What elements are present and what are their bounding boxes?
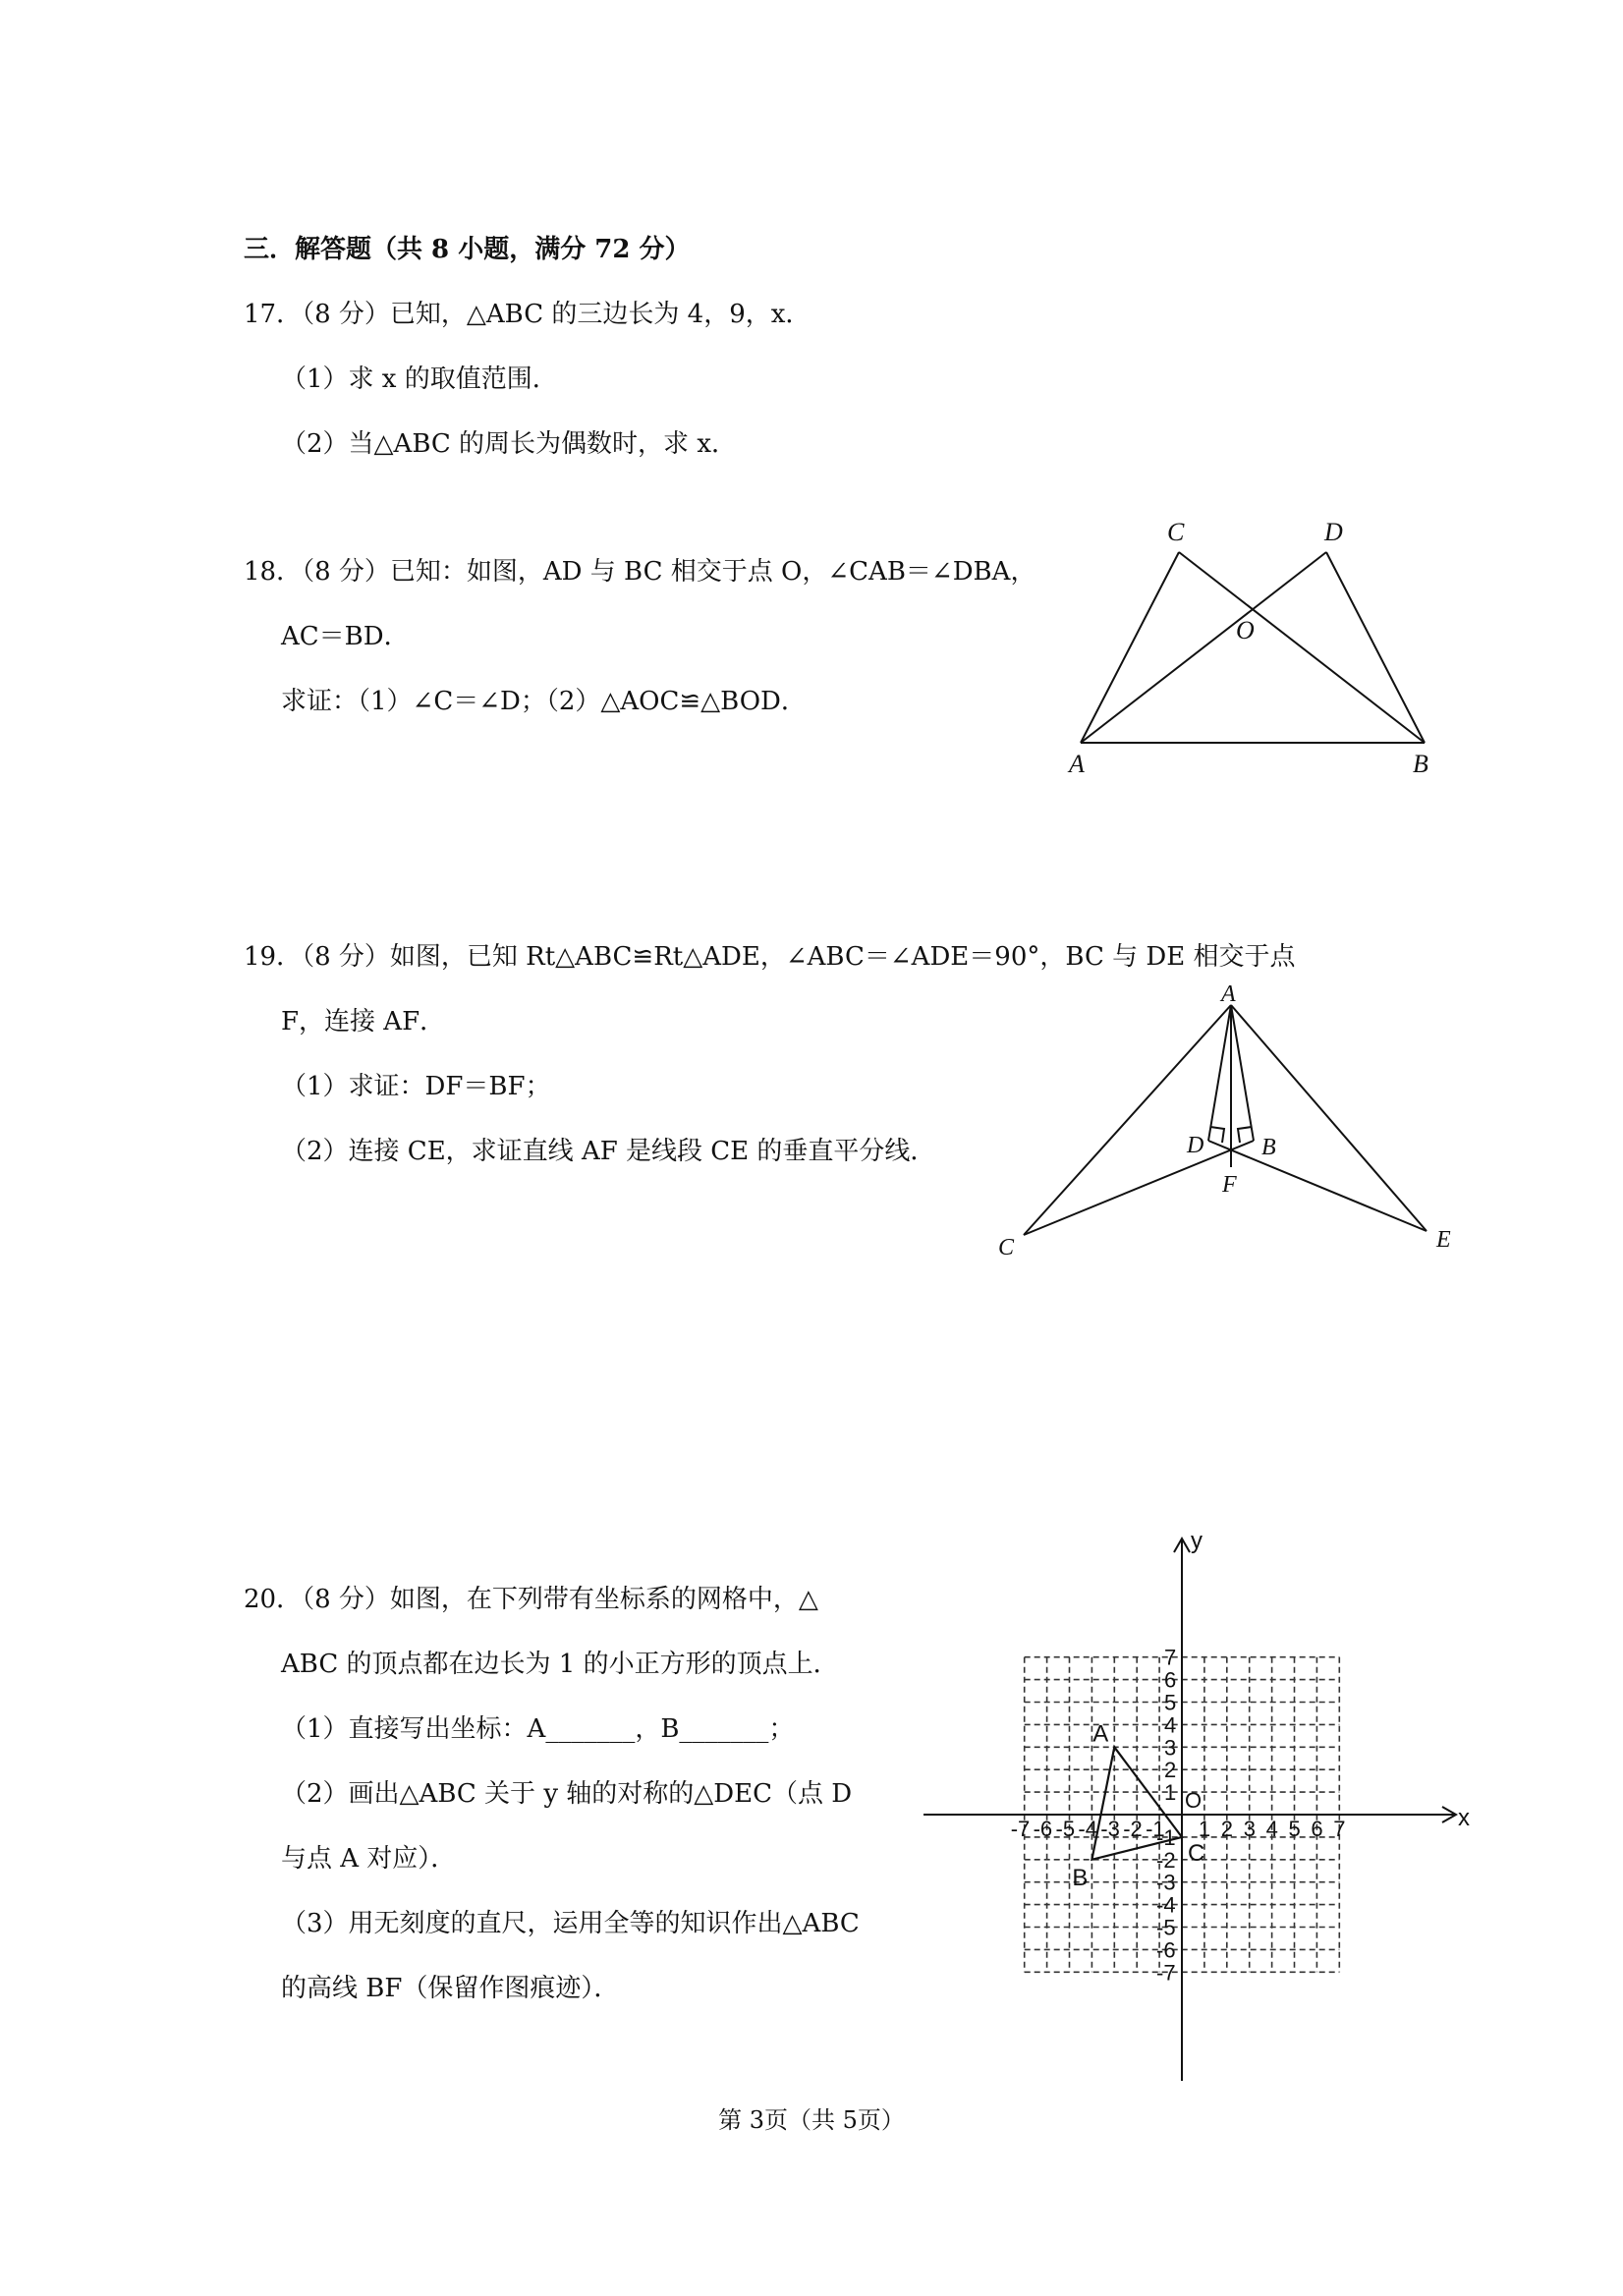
- q19-line1: 19．（8 分）如图，已知 Rt△ABC≌Rt△ADE，∠ABC＝∠ADE＝90°，BC 与 DE 相交于点: [244, 942, 1296, 972]
- vertex-label-a: A: [1092, 1720, 1109, 1748]
- q20-part3a: （3）用无刻度的直尺，运用全等的知识作出△ABC: [281, 1909, 860, 1938]
- label-a: A: [1221, 981, 1236, 1007]
- x-tick-label: -2: [1123, 1817, 1143, 1841]
- y-tick-label: 7: [1164, 1645, 1177, 1670]
- segment-ed: [1208, 1141, 1427, 1231]
- section-title: 三．解答题（共 8 小题，满分 72 分）: [244, 235, 691, 264]
- coordinate-grid: [923, 1528, 1474, 2083]
- q19-figure: [982, 978, 1474, 1262]
- segment-cb: [1024, 1141, 1254, 1235]
- q17-part1: （1）求 x 的取值范围．: [281, 364, 558, 394]
- right-angle-b: [1238, 1127, 1252, 1143]
- x-tick-label: 5: [1288, 1817, 1301, 1841]
- y-tick-label: -7: [1156, 1960, 1176, 1986]
- q20-line1: 20．（8 分）如图，在下列带有坐标系的网格中，△: [244, 1585, 818, 1614]
- x-axis-label: x: [1458, 1805, 1470, 1831]
- segment-bd: [1326, 552, 1425, 743]
- y-tick-label: -6: [1156, 1937, 1176, 1963]
- x-tick-label: 7: [1333, 1817, 1346, 1841]
- right-angle-d: [1210, 1127, 1224, 1143]
- x-tick-label: -1: [1146, 1817, 1165, 1841]
- y-tick-label: 3: [1164, 1735, 1177, 1761]
- x-tick-label: -6: [1033, 1817, 1053, 1841]
- x-tick-label: -3: [1100, 1817, 1120, 1841]
- label-f: F: [1222, 1172, 1237, 1198]
- q19-part2: （2）连接 CE，求证直线 AF 是线段 CE 的垂直平分线．: [281, 1137, 936, 1166]
- label-c: C: [998, 1235, 1015, 1260]
- q20-part1: （1）直接写出坐标：A_______，B_______；: [281, 1714, 795, 1744]
- q19-part1: （1）求证：DF＝BF；: [281, 1072, 551, 1101]
- q20-part3b: 的高线 BF（保留作图痕迹）．: [281, 1974, 620, 2003]
- label-d: D: [1187, 1133, 1204, 1158]
- segment-ab: [1231, 1005, 1254, 1141]
- label-b: B: [1261, 1135, 1276, 1160]
- y-tick-label: -4: [1156, 1892, 1176, 1918]
- y-tick-label: -2: [1156, 1847, 1176, 1873]
- q20-part2b: 与点 A 对应）．: [281, 1844, 457, 1874]
- segment-ac: [1081, 552, 1179, 743]
- y-tick-label: -5: [1156, 1915, 1176, 1940]
- x-tick-label: 6: [1311, 1817, 1323, 1841]
- segment-ad: [1081, 552, 1326, 743]
- x-tick-label: 1: [1198, 1817, 1211, 1841]
- q20-line2: ABC 的顶点都在边长为 1 的小正方形的顶点上．: [281, 1650, 839, 1679]
- page-footer: 第 3页（共 5页）: [718, 2106, 905, 2134]
- y-axis-label: y: [1191, 1528, 1203, 1554]
- y-tick-label: -1: [1156, 1824, 1176, 1850]
- y-tick-label: -3: [1156, 1870, 1176, 1895]
- x-tick-label: -5: [1055, 1817, 1076, 1841]
- label-o: O: [1236, 616, 1255, 644]
- y-tick-label: 5: [1164, 1690, 1177, 1715]
- q17-stem: 17．（8 分）已知，△ABC 的三边长为 4，9，x．: [244, 300, 812, 329]
- q19-line2: F，连接 AF．: [281, 1007, 446, 1036]
- q20-part2a: （2）画出△ABC 关于 y 轴的对称的△DEC（点 D: [281, 1779, 853, 1809]
- label-a: A: [1069, 750, 1085, 778]
- x-tick-label: 3: [1243, 1817, 1256, 1841]
- x-tick-label: 2: [1220, 1817, 1234, 1841]
- y-tick-label: 6: [1164, 1667, 1177, 1693]
- segment-ac: [1024, 1005, 1231, 1235]
- q18-line1: 18．（8 分）已知：如图，AD 与 BC 相交于点 O，∠CAB＝∠DBA，: [244, 557, 1036, 587]
- q18-figure: [1061, 511, 1474, 786]
- y-tick-label: 4: [1164, 1712, 1177, 1738]
- label-c: C: [1167, 518, 1185, 546]
- x-tick-label: -4: [1078, 1817, 1097, 1841]
- label-d: D: [1324, 518, 1343, 546]
- q17-part2: （2）当△ABC 的周长为偶数时，求 x．: [281, 429, 737, 459]
- q18-line3: 求证：（1）∠C＝∠D；（2）△AOC≌△BOD．: [281, 687, 807, 716]
- x-tick-label: 4: [1265, 1817, 1278, 1841]
- label-b: B: [1413, 750, 1428, 778]
- vertex-label-c: C: [1188, 1839, 1205, 1867]
- y-tick-label: 2: [1164, 1758, 1177, 1783]
- label-e: E: [1436, 1227, 1451, 1253]
- y-tick-label: 1: [1164, 1780, 1177, 1806]
- segment-bc: [1179, 552, 1425, 743]
- origin-label: O: [1185, 1788, 1203, 1813]
- segment-ae: [1231, 1005, 1427, 1231]
- vertex-label-b: B: [1072, 1864, 1089, 1891]
- x-tick-label: -7: [1010, 1817, 1031, 1841]
- q18-line2: AC＝BD．: [281, 622, 410, 651]
